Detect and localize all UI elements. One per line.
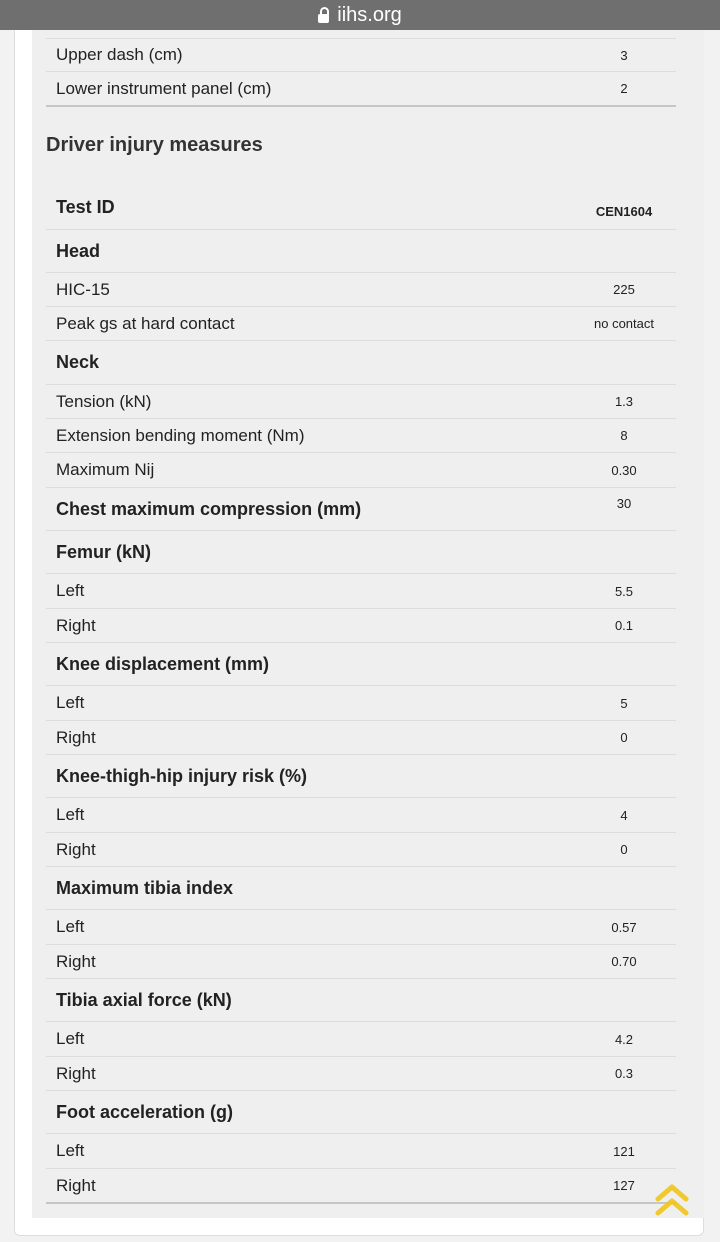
row-label: Lower instrument panel (cm) <box>56 78 272 98</box>
category-row <box>46 341 676 385</box>
test-id-value: CEN1604 <box>595 204 653 219</box>
category-label: Knee-thigh-hip injury risk (%) <box>56 765 308 786</box>
table-row <box>46 1169 676 1204</box>
category-label: Head <box>56 240 101 261</box>
row-value: 127 <box>613 1178 635 1193</box>
row-value: 2 <box>620 81 628 96</box>
row-value: 1.3 <box>614 394 634 409</box>
table-row <box>46 72 676 107</box>
row-value: 0.57 <box>611 919 637 935</box>
table-row <box>46 38 676 72</box>
row-value: 0.30 <box>611 462 637 478</box>
category-row <box>46 488 676 531</box>
category-row <box>46 979 676 1022</box>
category-row <box>46 643 676 686</box>
row-value: 4 <box>620 807 628 823</box>
row-label: Left <box>56 581 85 600</box>
url-text: iihs.org <box>337 3 402 26</box>
table-row <box>46 453 676 488</box>
row-label: Tension (kN) <box>56 391 152 411</box>
content-panel <box>32 30 704 1218</box>
table-row <box>46 574 676 609</box>
table-row <box>46 1057 676 1091</box>
row-label: Right <box>56 951 96 971</box>
table-row <box>46 609 676 643</box>
row-value: 225 <box>613 282 635 297</box>
category-label: Maximum tibia index <box>56 877 234 898</box>
table-row <box>46 833 676 867</box>
row-value: 30 <box>616 496 632 511</box>
row-value: 4.2 <box>614 1031 634 1047</box>
test-id-label: Test ID <box>56 197 115 217</box>
table-row <box>46 385 676 419</box>
browser-url-bar[interactable] <box>0 0 720 30</box>
row-label: Left <box>56 1141 85 1160</box>
table-row <box>46 686 676 721</box>
category-row <box>46 230 676 273</box>
row-value: 121 <box>613 1143 635 1159</box>
row-value: 0 <box>620 842 628 857</box>
category-row <box>46 1091 676 1134</box>
row-label: Right <box>56 1175 96 1195</box>
row-value: no contact <box>594 316 654 331</box>
row-label: Left <box>56 805 85 824</box>
table-row <box>46 273 676 307</box>
row-value: 0 <box>620 730 628 745</box>
category-label: Foot acceleration (g) <box>56 1101 234 1122</box>
row-value: 8 <box>620 428 628 443</box>
row-value: 0.70 <box>611 954 637 969</box>
row-label: Peak gs at hard contact <box>56 313 235 333</box>
row-label: Left <box>56 1029 85 1048</box>
lock-icon <box>318 14 329 23</box>
row-value: 0.1 <box>614 618 634 633</box>
row-value: 5 <box>620 695 628 711</box>
row-value: 5.5 <box>614 583 634 599</box>
category-row <box>46 867 676 910</box>
category-row <box>46 531 676 574</box>
row-label: Extension bending moment (Nm) <box>56 425 305 445</box>
table-row <box>46 307 676 341</box>
table-header-row <box>46 186 676 230</box>
table-row <box>46 721 676 755</box>
row-label: HIC-15 <box>56 279 110 299</box>
category-row <box>46 755 676 798</box>
category-label: Neck <box>56 352 100 372</box>
row-label: Maximum Nij <box>56 460 155 479</box>
category-label: Chest maximum compression (mm) <box>56 498 362 519</box>
row-label: Upper dash (cm) <box>56 45 183 64</box>
section-title: Driver injury measures <box>46 134 263 156</box>
category-label: Knee displacement (mm) <box>56 653 270 674</box>
table-row <box>46 910 676 945</box>
table-row <box>46 419 676 453</box>
row-label: Left <box>56 917 85 936</box>
row-label: Right <box>56 727 96 747</box>
row-label: Right <box>56 839 96 859</box>
page-card <box>14 30 704 1236</box>
category-label: Femur (kN) <box>56 541 152 562</box>
row-label: Right <box>56 615 96 635</box>
row-label: Right <box>56 1063 96 1083</box>
table-row <box>46 798 676 833</box>
row-value: 3 <box>620 47 628 63</box>
table-row <box>46 1134 676 1169</box>
table-row <box>46 945 676 979</box>
row-label: Left <box>56 693 85 712</box>
table-row <box>46 1022 676 1057</box>
category-label: Tibia axial force (kN) <box>56 989 232 1010</box>
row-value: 0.3 <box>614 1066 634 1081</box>
double-chevron-up-icon[interactable] <box>655 1182 689 1220</box>
